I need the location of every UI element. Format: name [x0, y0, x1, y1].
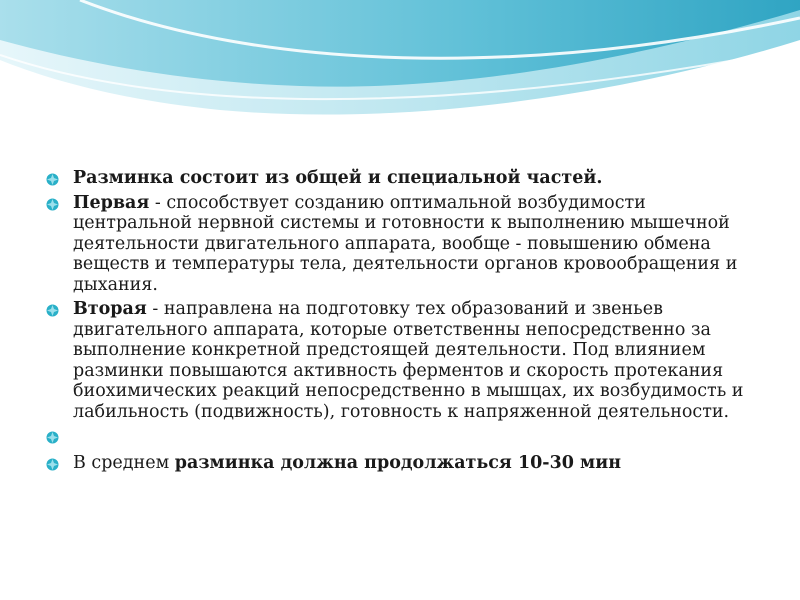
bullet-3-bold: Вторая	[73, 299, 147, 319]
bullet-2-bold: Первая	[73, 192, 150, 213]
bullet-marker-icon	[46, 173, 59, 186]
bullet-marker-icon	[46, 304, 59, 317]
bullet-item-1	[46, 168, 746, 189]
bullet-marker-icon	[46, 198, 59, 211]
bullet-2-text: - способствует созданию оптимальной возбудимости центральной нервной системы и готовности к выполнению мышечной деятельности двигательного аппарата, вообще - повышению обмена веществ и температуры тела, деятельности органов кровообращения и дыхания.	[73, 192, 738, 295]
bullet-1-bold: Разминка состоит из общей и специальной частей.	[73, 168, 603, 188]
bullet-5-bold: разминка должна продолжаться 10-30 мин	[174, 452, 622, 473]
bullet-item-2	[46, 193, 746, 296]
bullet-item-4-empty	[46, 426, 746, 447]
bullet-item-3	[46, 299, 746, 422]
bullet-item-5	[46, 453, 746, 474]
bullet-marker-icon	[46, 458, 59, 471]
header-wave-decoration	[0, 0, 800, 130]
bullet-list	[46, 168, 746, 477]
bullet-5-prefix: В среднем	[73, 452, 175, 473]
bullet-3-text: - направлена на подготовку тех образований и звеньев двигательного аппарата, которые ответственны непосредственно за выполнение конкретной предстоящей деятельности. Под влиянием разминки повышаются активность ферментов и скорость протекания биохимических реакций непосредственно в мышцах, их возбудимость и лабильность (подвижность), готовность к напряженной деятельности.	[73, 299, 744, 422]
bullet-marker-icon	[46, 431, 59, 444]
